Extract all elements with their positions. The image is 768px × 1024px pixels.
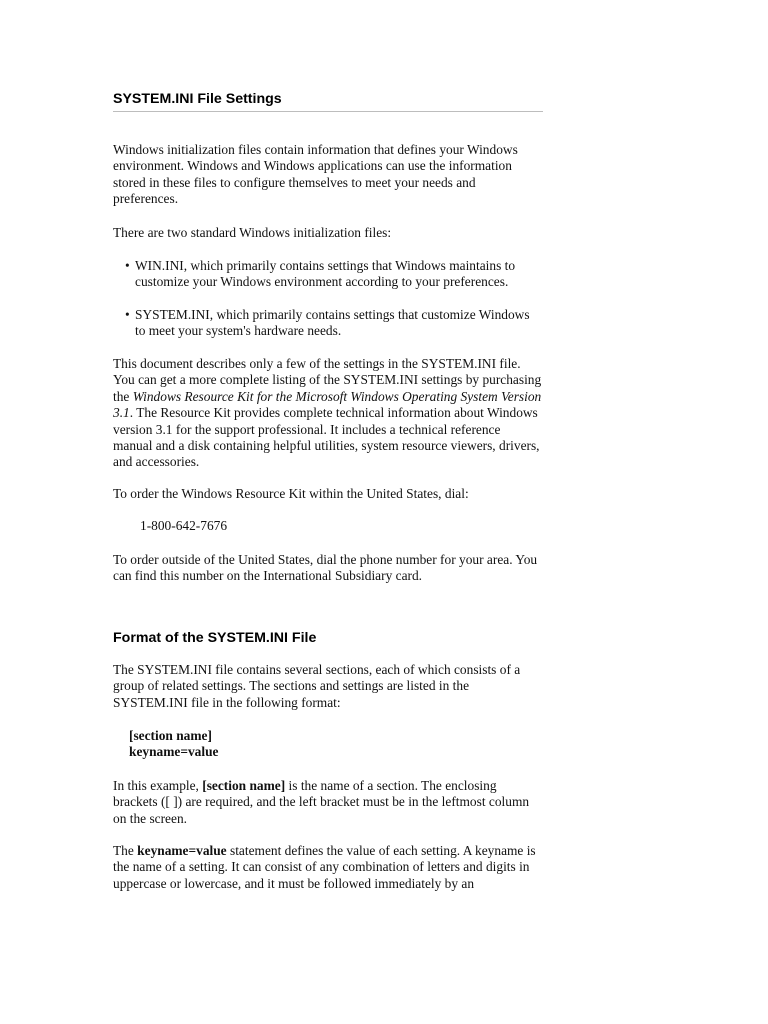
example-paragraph [113, 778, 543, 827]
order-outside-paragraph: To order outside of the United States, dial the phone number for your area. You can find this number on the International Subsidiary card. [113, 552, 538, 584]
phone-number: 1-800-642-7676 [140, 518, 228, 533]
order-us-paragraph: To order the Windows Resource Kit within the United States, dial: [113, 486, 469, 501]
title-divider [113, 111, 543, 112]
example-bold-term: [section name] [202, 778, 286, 793]
section-title-system-ini-settings: SYSTEM.INI File Settings [113, 91, 282, 107]
resource-kit-paragraph [113, 356, 543, 471]
list-item-text: SYSTEM.INI, which primarily contains settings that customize Windows to meet your system's hardware needs. [135, 306, 530, 339]
code-keyname-value: keyname=value [129, 744, 219, 760]
list-item-win-ini [113, 258, 543, 291]
resource-kit-text-start: This document describes only a few of the settings in the SYSTEM.INI file. You can get a more complete listing of the SYSTEM.INI settings by purchasing the [113, 356, 542, 404]
list-item-system-ini [113, 307, 543, 340]
example-text-end: is the name of a section. The enclosing brackets ([ ]) are required, and the left bracket must be in the leftmost column on the screen. [113, 778, 530, 826]
format-code-block [129, 728, 218, 761]
bullet-icon: • [125, 306, 130, 322]
keyname-text-end: statement defines the value of each setting. A keyname is the name of a setting. It can consist of any combination of letters and digits in uppercase or lowercase, and it must be followed immediately by an [113, 843, 536, 891]
init-files-list [113, 258, 543, 340]
format-intro-paragraph: The SYSTEM.INI file contains several sections, each of which consists of a group of related settings. The sections and settings are listed in the SYSTEM.INI file in the following format: [113, 662, 521, 710]
bullet-icon: • [125, 258, 130, 273]
two-files-paragraph: There are two standard Windows initialization files: [113, 225, 392, 240]
example-text-start: In this example, [113, 778, 203, 793]
code-section-name: [section name] [129, 728, 212, 743]
section-title-format: Format of the SYSTEM.INI File [113, 630, 317, 646]
resource-kit-book-title: Windows Resource Kit for the Microsoft Windows Operating System Version 3.1 [113, 388, 542, 421]
resource-kit-text-end: . The Resource Kit provides complete technical information about Windows version 3.1 for the support professional. It includes a technical reference manual and a disk containing helpful utilities, system resource viewers, drivers, and accessories. [113, 405, 540, 470]
intro-paragraph: Windows initialization files contain information that defines your Windows environment. Windows and Windows applications can use the information stored in these files to configure themselves to meet your needs and preferences. [113, 142, 518, 207]
keyname-bold-term: keyname=value [137, 843, 227, 858]
keyname-paragraph [113, 843, 543, 892]
keyname-text-start: The [113, 843, 138, 858]
list-item-text: WIN.INI, which primarily contains settings that Windows maintains to customize your Windows environment according to your preferences. [135, 258, 516, 290]
